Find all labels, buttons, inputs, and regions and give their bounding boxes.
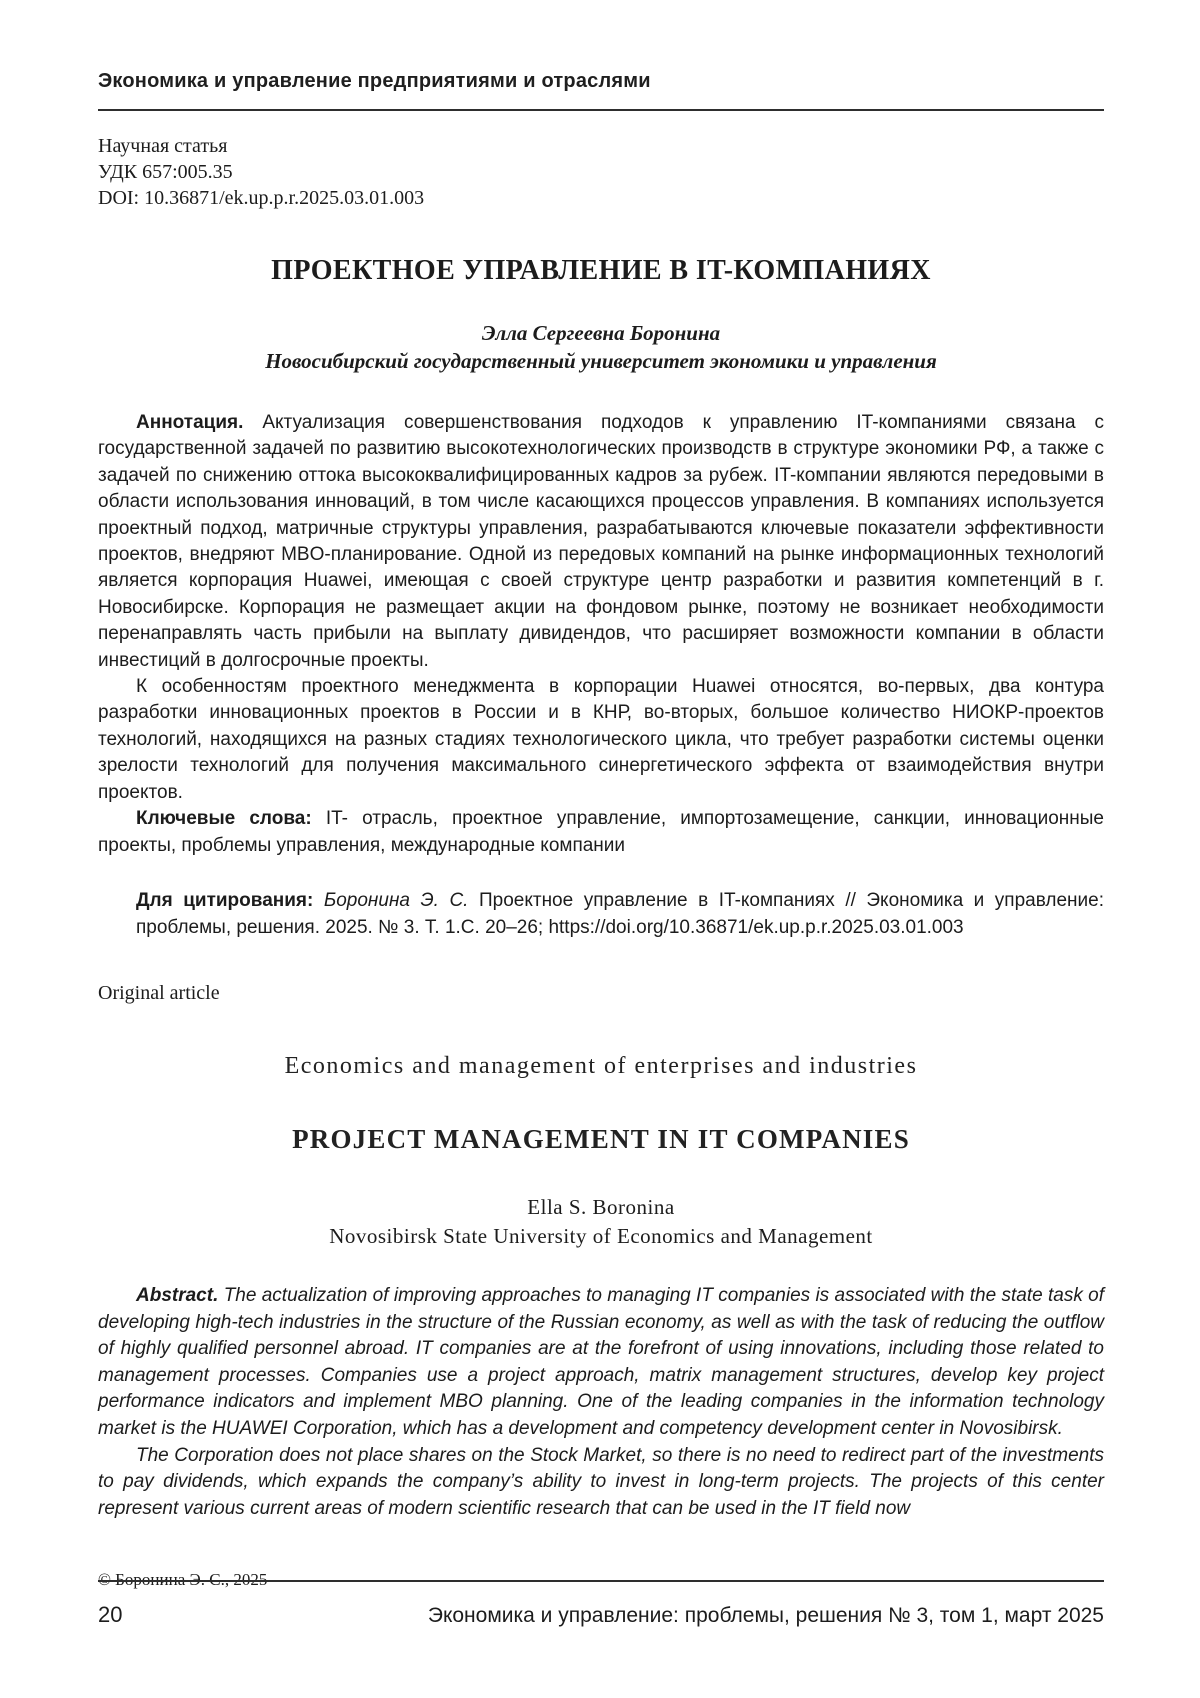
section-title-en: Economics and management of enterprises and industries — [284, 1053, 918, 1079]
page-footer — [98, 1580, 1104, 1628]
running-header: Экономика и управление предприятиями и отраслями — [98, 70, 1104, 111]
affiliation-en: Novosibirsk State University of Economics and Management — [329, 1224, 873, 1248]
abstract-ru — [98, 410, 1104, 859]
citation-text: Проектное управление в IT-компаниях // Экономика и управление: проблемы, решения. 2025. № 3. Т. 1.С. 20–26; https://doi.org/10.36871/ek.up.p.r.2025.03.01.003 — [136, 889, 1104, 939]
abstract-ru-paragraph-2: К особенностям проектного менеджмента в корпорации Huawei относятся, во-первых, два контура разработки инновационных проектов в России и в КНР, во-вторых, большое количество НИОКР-проектов технологий, находящихся на разных стадиях технологического цикла, что требует разработки системы оценки зрелости технологий для получения максимального синергетического эффекта от взаимодействия внутри проектов. — [98, 676, 1104, 803]
article-type-ru: Научная статья — [98, 135, 228, 157]
abstract-ru-label: Аннотация. — [136, 412, 244, 433]
abstract-en-paragraph-2: The Corporation does not place shares on the Stock Market, so there is no need to redirect part of the investments to pay dividends, which expands the company’s ability to invest in long-term projects. The projects of this center represent various current areas of modern scientific research that can be used in the IT field now — [98, 1444, 1104, 1519]
abstract-ru-paragraph-1 — [98, 410, 1104, 674]
abstract-en-text-1: The actualization of improving approaches to managing IT companies is associated with the state task of developing high-tech industries in the structure of the Russian economy, as well as with the task of reducing the outflow of highly qualified personnel abroad. IT companies are at the forefront of using innovations, including those related to management processes. Companies use a project approach, matrix management structures, develop key project performance indicators and implement MBO planning. One of the leading companies in the information technology market is the HUAWEI Corporation, which has a development and competency development center in Novosibirsk. — [98, 1285, 1104, 1439]
copyright-notice: © Боронина Э. С., 2025 — [98, 1570, 268, 1590]
page-number: 20 — [98, 1602, 123, 1627]
journal-info-line: Экономика и управление: проблемы, решения № 3, том 1, март 2025 — [427, 1604, 1104, 1627]
article-title-ru: ПРОЕКТНОЕ УПРАВЛЕНИЕ В IT-КОМПАНИЯХ — [271, 255, 931, 286]
keywords-text: IT- отрасль, проектное управление, импортозамещение, санкции, инновационные проекты, проблемы управления, международные компании — [98, 808, 1104, 856]
citation-label: Для цитирования: — [136, 889, 314, 911]
article-title-en: PROJECT MANAGEMENT IN IT COMPANIES — [292, 1124, 910, 1154]
abstract-ru-text-1: Актуализация совершенствования подходов к управлению IT-компаниями связана с государственной задачей по развитию высокотехнологических производств в структуре экономики РФ, а также с задачей по снижению оттока высококвалифицированных кадров за рубеж. IT-компании являются передовыми в области использования инноваций, в том числе касающихся процессов управления. В компаниях используется проектный подход, матричные структуры управления, разрабатываются ключевые показатели эффективности проектов, внедряют MBO-планирование. Одной из передовых компаний на рынке информационных технологий является корпорация Huawei, имеющая с своей структуре центр разработки и развития компетенций в г. Новосибирске. Корпорация не размещает акции на фондовом рынке, поэтому не возникает необходимости перенаправлять часть прибыли на выплату дивидендов, что расширяет возможности компании в области инвестиций в долгосрочные проекты. — [98, 412, 1104, 671]
affiliation-ru: Новосибирский государственный университет экономики и управления — [265, 349, 937, 373]
author-en: Ella S. Boronina — [527, 1195, 675, 1219]
article-type-en: Original article — [98, 982, 220, 1004]
abstract-en-label: Abstract. — [136, 1285, 219, 1306]
keywords-label: Ключевые слова: — [136, 808, 312, 830]
author-ru: Элла Сергеевна Боронина — [481, 321, 721, 345]
abstract-en — [98, 1283, 1104, 1522]
article-meta — [98, 133, 1104, 211]
udc-number: УДК 657:005.35 — [98, 161, 233, 183]
doi-number: DOI: 10.36871/ek.up.p.r.2025.03.01.003 — [98, 187, 425, 209]
abstract-en-paragraph-1 — [98, 1283, 1104, 1443]
keywords-ru — [98, 806, 1104, 859]
citation-block — [136, 887, 1104, 942]
citation-author: Боронина Э. С. — [323, 889, 469, 911]
